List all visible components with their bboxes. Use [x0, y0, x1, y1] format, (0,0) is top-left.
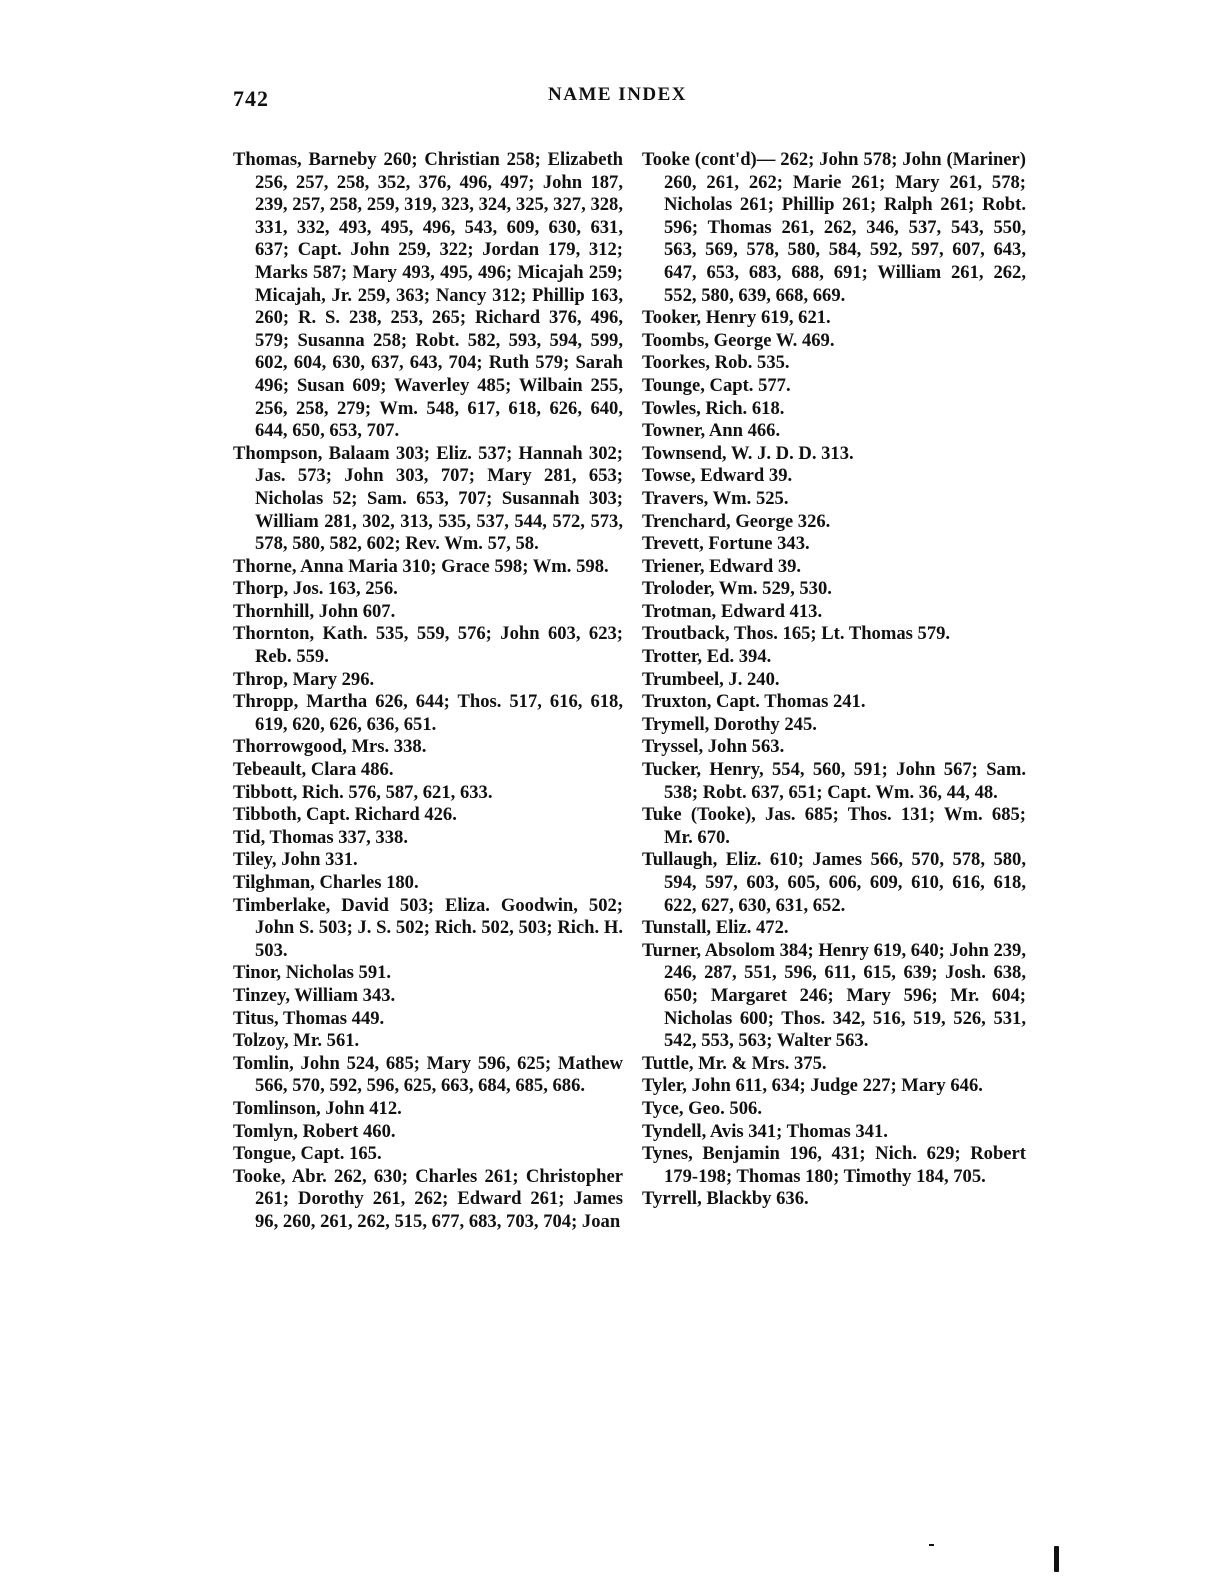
index-entry: Titus, Thomas 449. — [233, 1007, 385, 1029]
index-entry: Tid, Thomas 337, 338. — [233, 826, 408, 848]
index-entry: Troloder, Wm. 529, 530. — [642, 578, 832, 600]
index-entry: Tynes, Benjamin 196, 431; Nich. 629; Robert 179-198; Thomas 180; Timothy 184, 705. — [642, 1143, 1026, 1187]
index-entry: Tebeault, Clara 486. — [233, 759, 394, 781]
scan-mark — [1054, 1546, 1059, 1572]
index-entry: Tooke (cont'd)— 262; John 578; John (Mariner) 260, 261, 262; Marie 261; Mary 261, 578; Nicholas 261; Phillip 261; Ralph 261; Robt. 596; Thomas 261, 262, 346, 537, 543, 550, 563, 569, 578, 580, 584, 592, 597, 607, 643, 647, 653, 683, 688, 691; William 261, 262, 552, 580, 639, 668, 669. — [642, 149, 1026, 306]
index-entry: Truxton, Capt. Thomas 241. — [642, 691, 866, 713]
index-entry: Tullaugh, Eliz. 610; James 566, 570, 578, 580, 594, 597, 603, 605, 606, 609, 610, 616, 618, 622, 627, 630, 631, 652. — [642, 849, 1026, 916]
index-entry: Thorp, Jos. 163, 256. — [233, 578, 398, 600]
index-entry: Triener, Edward 39. — [642, 555, 802, 577]
index-entry: Towner, Ann 466. — [642, 420, 781, 442]
index-entry: Travers, Wm. 525. — [642, 487, 789, 509]
page-number: 742 — [233, 86, 269, 111]
index-entry: Tomlyn, Robert 460. — [233, 1120, 396, 1142]
index-entry: Tomlin, John 524, 685; Mary 596, 625; Mathew 566, 570, 592, 596, 625, 663, 684, 685, 686. — [233, 1052, 623, 1097]
index-column-right — [642, 149, 1026, 1211]
index-entry: Thomas, Barneby 260; Christian 258; Elizabeth 256, 257, 258, 352, 376, 496, 497; John 187, 239, 257, 258, 259, 319, 323, 324, 325, 327, 328, 331, 332, 493, 495, 496, 543, 609, 630, 631, 637; Capt. John 259, 322; Jordan 179, 312; Marks 587; Mary 493, 495, 496; Micajah 259; Micajah, Jr. 259, 363; Nancy 312; Phillip 163, 260; R. S. 238, 253, 265; Richard 376, 496, 579; Susanna 258; Robt. 582, 593, 594, 599, 602, 604, 630, 637, 643, 704; Ruth 579; Sarah 496; Susan 609; Waverley 485; Wilbain 255, 256, 258, 279; Wm. 548, 617, 618, 626, 640, 644, 650, 653, 707. — [233, 149, 623, 442]
index-entry: Tibbott, Rich. 576, 587, 621, 633. — [233, 781, 493, 803]
index-entry: Trymell, Dorothy 245. — [642, 713, 817, 735]
index-entry: Tibboth, Capt. Richard 426. — [233, 804, 457, 826]
index-entry: Tuke (Tooke), Jas. 685; Thos. 131; Wm. 685; Mr. 670. — [642, 804, 1026, 848]
index-entry: Turner, Absolom 384; Henry 619, 640; John 239, 246, 287, 551, 596, 611, 615, 639; Josh. 638, 650; Margaret 246; Mary 596; Mr. 604; Nicholas 600; Thos. 342, 516, 519, 526, 531, 542, 553, 563; Walter 563. — [642, 939, 1026, 1052]
index-entry: Trotter, Ed. 394. — [642, 646, 772, 668]
scan-speck — [929, 1544, 934, 1546]
index-entry: Throp, Mary 296. — [233, 668, 375, 690]
index-entry: Tinor, Nicholas 591. — [233, 962, 392, 984]
index-entry: Trotman, Edward 413. — [642, 600, 823, 622]
index-entry: Toombs, George W. 469. — [642, 329, 835, 351]
index-entry: Thorrowgood, Mrs. 338. — [233, 736, 427, 758]
index-entry: Tyler, John 611, 634; Judge 227; Mary 646. — [642, 1075, 983, 1097]
index-entry: Toorkes, Rob. 535. — [642, 352, 790, 374]
index-entry: Tolzoy, Mr. 561. — [233, 1030, 360, 1052]
index-entry: Towse, Edward 39. — [642, 465, 793, 487]
index-entry: Tooker, Henry 619, 621. — [642, 307, 831, 329]
index-entry: Tyndell, Avis 341; Thomas 341. — [642, 1120, 888, 1142]
index-entry: Townsend, W. J. D. D. 313. — [642, 442, 854, 464]
index-entry: Tounge, Capt. 577. — [642, 374, 791, 396]
index-entry: Tomlinson, John 412. — [233, 1097, 402, 1119]
index-entry: Tinzey, William 343. — [233, 984, 396, 1006]
index-entry: Tuttle, Mr. & Mrs. 375. — [642, 1052, 827, 1074]
index-entry: Tongue, Capt. 165. — [233, 1143, 382, 1165]
index-entry: Tunstall, Eliz. 472. — [642, 917, 789, 939]
index-entry: Trevett, Fortune 343. — [642, 533, 810, 555]
index-entry: Timberlake, David 503; Eliza. Goodwin, 502; John S. 503; J. S. 502; Rich. 502, 503; Rich. H. 503. — [233, 894, 623, 961]
index-entry: Thornton, Kath. 535, 559, 576; John 603, 623; Reb. 559. — [233, 623, 623, 668]
index-entry: Troutback, Thos. 165; Lt. Thomas 579. — [642, 623, 951, 645]
index-entry: Tilghman, Charles 180. — [233, 872, 419, 893]
index-entry: Trenchard, George 326. — [642, 510, 831, 532]
index-entry: Tyrrell, Blackby 636. — [642, 1188, 809, 1210]
index-entry: Thornhill, John 607. — [233, 600, 396, 622]
page-title: NAME INDEX — [548, 84, 688, 105]
index-entry: Towles, Rich. 618. — [642, 397, 785, 419]
index-column-left — [233, 149, 623, 1234]
index-entry: Thorne, Anna Maria 310; Grace 598; Wm. 598. — [233, 555, 609, 577]
index-entry: Tucker, Henry, 554, 560, 591; John 567; Sam. 538; Robt. 637, 651; Capt. Wm. 36, 44, 48. — [642, 759, 1026, 803]
index-entry: Tyce, Geo. 506. — [642, 1097, 762, 1119]
index-entry: Thompson, Balaam 303; Eliz. 537; Hannah 302; Jas. 573; John 303, 707; Mary 281, 653; Nicholas 52; Sam. 653, 707; Susannah 303; William 281, 302, 313, 535, 537, 544, 572, 573, 578, 580, 582, 602; Rev. Wm. 57, 58. — [233, 442, 623, 555]
index-entry: Thropp, Martha 626, 644; Thos. 517, 616, 618, 619, 620, 626, 636, 651. — [233, 691, 623, 735]
index-entry: Tiley, John 331. — [233, 849, 358, 871]
index-entry: Tryssel, John 563. — [642, 736, 785, 758]
index-entry: Trumbeel, J. 240. — [642, 668, 780, 690]
index-entry: Tooke, Abr. 262, 630; Charles 261; Christopher 261; Dorothy 261, 262; Edward 261; James 96, 260, 261, 262, 515, 677, 683, 703, 704; Joan — [233, 1165, 623, 1232]
